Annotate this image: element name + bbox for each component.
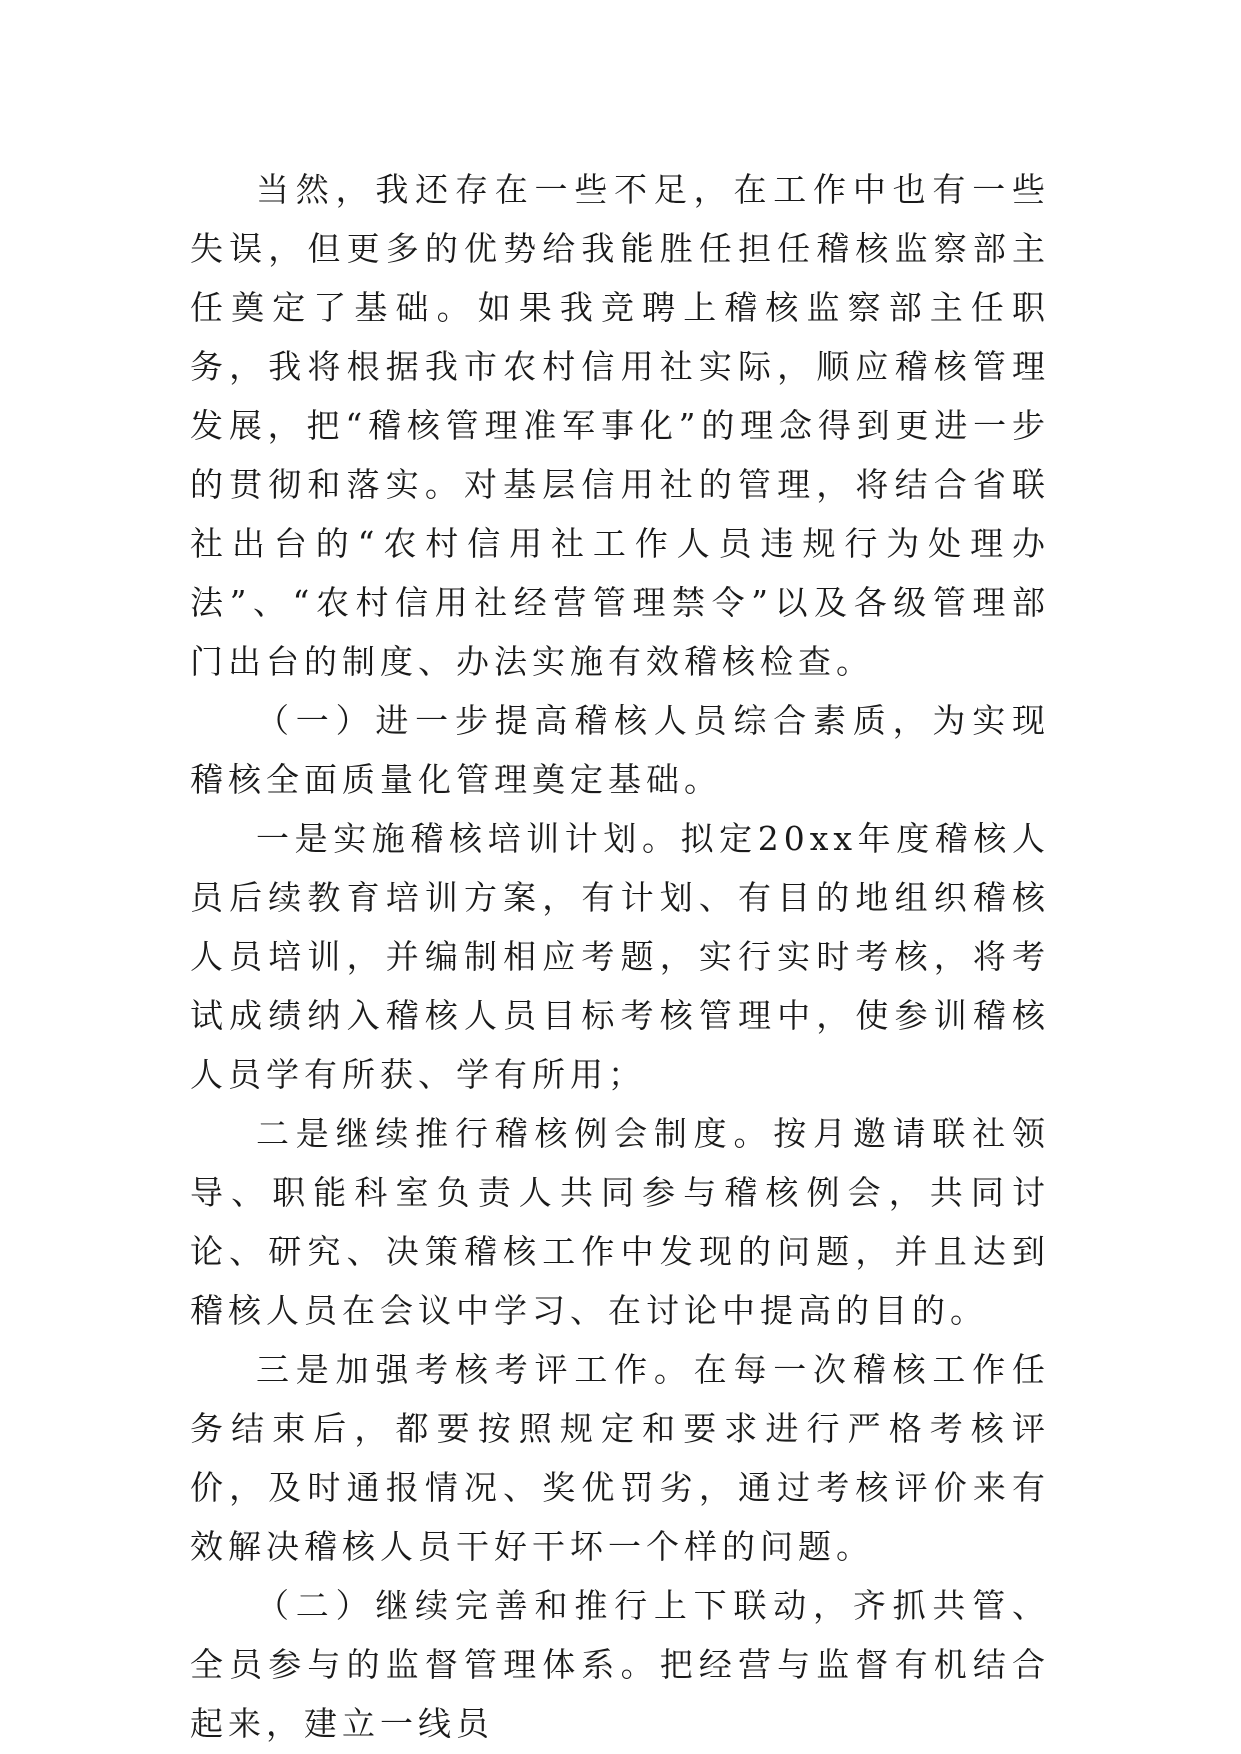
paragraph-intro: 当然，我还存在一些不足，在工作中也有一些失误，但更多的优势给我能胜任担任稽核监察部主任奠定了基础。如果我竞聘上稽核监察部主任职务，我将根据我市农村信用社实际，顺应稽核管理发展，把“稽核管理准军事化”的理念得到更进一步的贯彻和落实。对基层信用社的管理，将结合省联社出台的“农村信用社工作人员违规行为处理办法”、“农村信用社经营管理禁令”以及各级管理部门出台的制度、办法实施有效稽核检查。 [190, 170, 1050, 681]
paragraph-item-three: 三是加强考核考评工作。在每一次稽核工作任务结束后，都要按照规定和要求进行严格考核评价，及时通报情况、奖优罚劣，通过考核评价来有效解决稽核人员干好干坏一个样的问题。 [190, 1350, 1050, 1566]
paragraph-section-one-heading: （一）进一步提高稽核人员综合素质，为实现稽核全面质量化管理奠定基础。 [190, 701, 1050, 799]
paragraph-item-two: 二是继续推行稽核例会制度。按月邀请联社领导、职能科室负责人共同参与稽核例会，共同讨论、研究、决策稽核工作中发现的问题，并且达到稽核人员在会议中学习、在讨论中提高的目的。 [190, 1114, 1050, 1330]
paragraph-section-two-heading: （二）继续完善和推行上下联动，齐抓共管、全员参与的监督管理体系。把经营与监督有机结合起来，建立一线员 [190, 1586, 1050, 1743]
document-body [190, 160, 1050, 1753]
paragraph-item-one: 一是实施稽核培训计划。拟定20xx年度稽核人员后续教育培训方案，有计划、有目的地组织稽核人员培训，并编制相应考题，实行实时考核，将考试成绩纳入稽核人员目标考核管理中，使参训稽核人员学有所获、学有所用； [190, 819, 1050, 1094]
